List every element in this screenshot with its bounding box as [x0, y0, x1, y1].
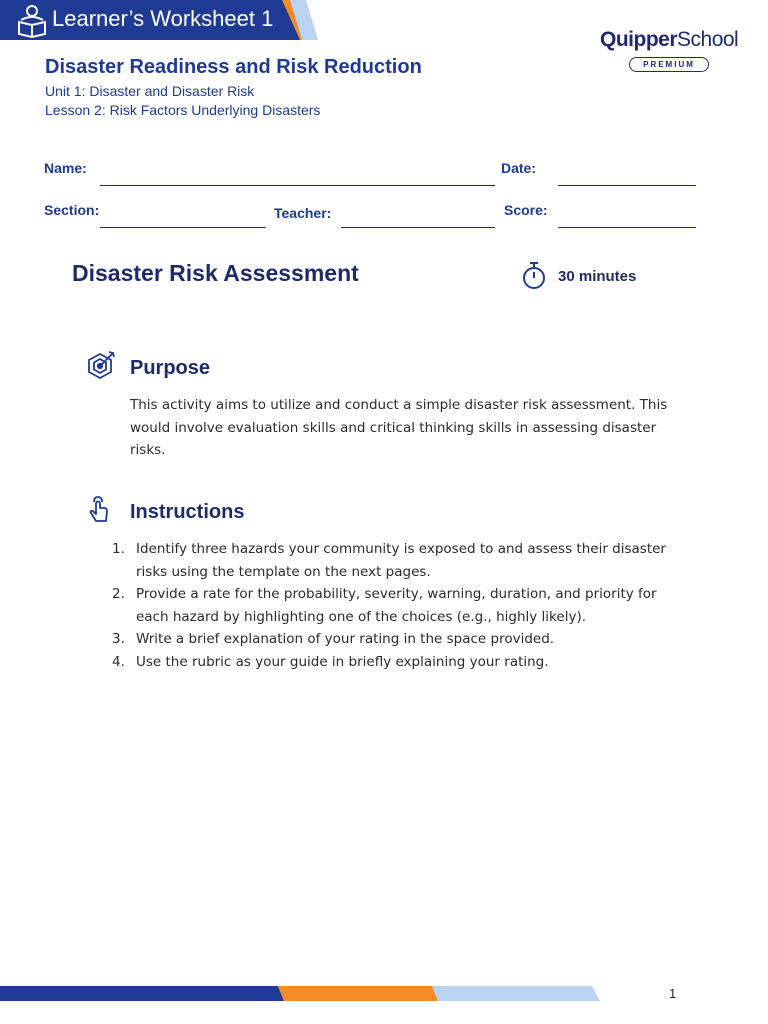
list-item-text: Use the rubric as your guide in briefly explaining your rating.: [136, 653, 549, 670]
quipper-school-logo: [600, 28, 738, 52]
pointing-hand-icon: [86, 494, 116, 526]
target-icon: [86, 350, 116, 382]
teacher-field[interactable]: [341, 227, 495, 228]
logo-brand-light: School: [677, 28, 739, 51]
list-item-text: Provide a rate for the probability, severity, warning, duration, and priority for each hazard by highlighting one of the choices (e.g., highly likely).: [136, 586, 657, 625]
list-item-number: 3.: [112, 631, 125, 647]
list-item: [106, 583, 686, 628]
section-field[interactable]: [100, 227, 266, 228]
logo-brand-bold: Quipper: [600, 28, 678, 51]
unit-title: Unit 1: Disaster and Disaster Risk: [45, 83, 255, 99]
section-label: Section:: [44, 202, 100, 218]
list-item-number: 1.: [112, 541, 125, 557]
lesson-title: Lesson 2: Risk Factors Underlying Disasters: [45, 102, 321, 118]
footer-bar: [0, 986, 610, 1001]
list-item: [106, 651, 686, 674]
list-item: [106, 538, 686, 583]
list-item-number: 4.: [112, 653, 125, 670]
stopwatch-icon: [521, 261, 547, 291]
worksheet-title: Learner’s Worksheet 1: [52, 6, 274, 31]
page-number: 1: [669, 986, 677, 1001]
reader-icon: [16, 4, 48, 38]
score-field[interactable]: [558, 227, 696, 228]
list-item-number: 2.: [112, 586, 125, 602]
name-field[interactable]: [100, 185, 495, 186]
subject-title: Disaster Readiness and Risk Reduction: [45, 56, 422, 78]
instructions-list: [106, 538, 686, 673]
list-item: [106, 628, 686, 651]
premium-badge: PREMIUM: [629, 57, 709, 72]
instructions-title: Instructions: [130, 501, 245, 523]
list-item-text: Identify three hazards your community is exposed to and assess their disaster risks using the template on the next pages.: [136, 541, 666, 580]
activity-title: Disaster Risk Assessment: [72, 260, 359, 286]
date-field[interactable]: [558, 185, 696, 186]
score-label: Score:: [504, 202, 548, 218]
teacher-label: Teacher:: [274, 205, 332, 221]
date-label: Date:: [501, 160, 537, 176]
name-label: Name:: [44, 160, 87, 176]
purpose-text: This activity aims to utilize and conduct a simple disaster risk assessment. This would involve evaluation skills and critical thinking skills in assessing disaster risks.: [130, 397, 668, 458]
duration-label: 30 minutes: [558, 268, 637, 285]
purpose-title: Purpose: [130, 357, 211, 379]
list-item-text: Write a brief explanation of your rating in the space provided.: [136, 631, 555, 647]
